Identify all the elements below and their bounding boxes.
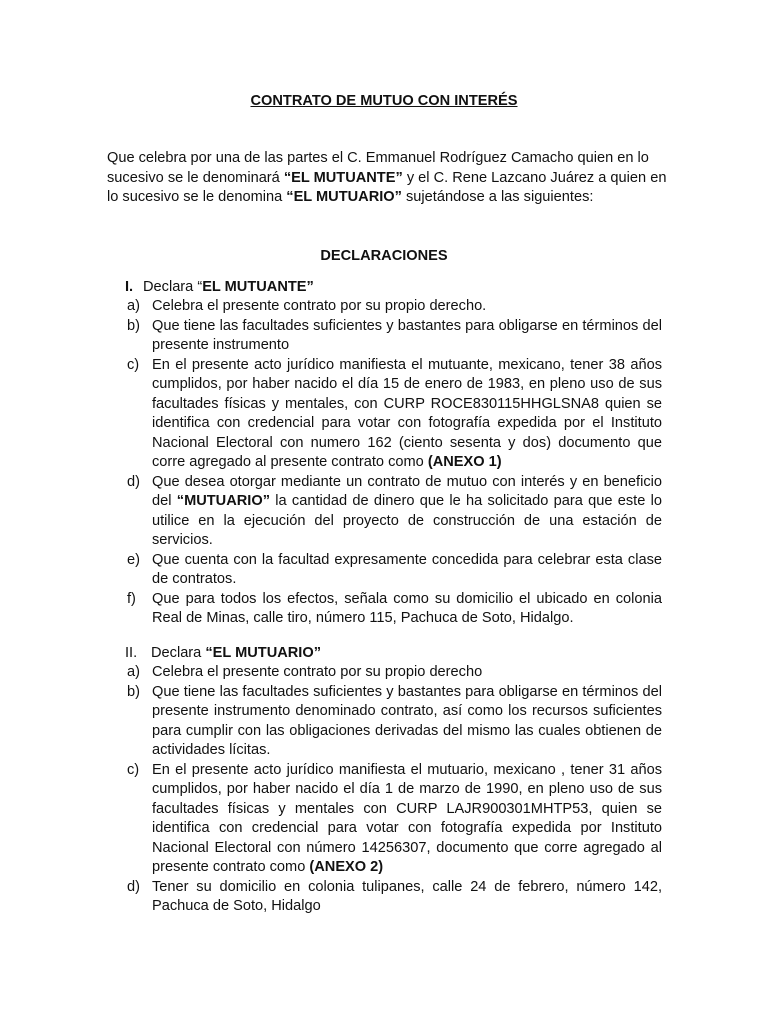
section-1-prefix: Declara “ bbox=[143, 279, 203, 295]
item-text-continued: la cantidad de dinero que le ha solicitado para que este lo utilice en la ejecución del proyecto de construcción de una estación de servicios. bbox=[152, 493, 662, 548]
item-letter: b) bbox=[127, 683, 140, 700]
section-1-list bbox=[125, 297, 662, 629]
list-item bbox=[125, 297, 662, 317]
list-item bbox=[125, 683, 662, 761]
section-2-heading bbox=[125, 644, 321, 664]
item-text: Que cuenta con la facultad expresamente concedida para celebrar esta clase de contratos. bbox=[152, 551, 662, 587]
item-text: Que desea otorgar mediante un contrato de mutuo con interés y en beneficio del bbox=[152, 473, 662, 509]
item-letter: c) bbox=[127, 356, 140, 373]
intro-paragraph bbox=[107, 149, 667, 208]
anexo-2-label: (ANEXO 2) bbox=[309, 859, 384, 875]
anexo-1-label: (ANEXO 1) bbox=[427, 454, 502, 470]
section-2-prefix: Declara bbox=[151, 645, 206, 661]
item-text: En el presente acto jurídico manifiesta el mutuante, mexicano, tener 38 años cumplidos, por haber nacido el día 15 de enero de 1983, en pleno uso de sus facultades físicas y mentales, con CURP ROCE830115HHGLSNA8 quien se identifica con credencial para votar con fotografía expedida por el Instituto Nacional Electoral con numero 162 (ciento sesenta y dos) documento que corre agregado al presente contrato como bbox=[152, 356, 662, 470]
item-text: Que tiene las facultades suficientes y bastantes para obligarse en términos del presente instrumento bbox=[152, 317, 662, 353]
section-1-number: I. bbox=[125, 279, 134, 295]
item-text: Que para todos los efectos, señala como su domicilio el ubicado en colonia Real de Minas, calle tiro, número 115, Pachuca de Soto, Hidalgo. bbox=[152, 590, 662, 626]
list-item bbox=[125, 878, 662, 917]
item-text: Celebra el presente contrato por su propio derecho bbox=[152, 664, 483, 680]
intro-text-2: y el C. Rene Lazcano Juárez a quien en lo sucesivo se le denomina bbox=[107, 169, 667, 205]
list-item bbox=[125, 551, 662, 590]
item-letter: d) bbox=[127, 878, 140, 895]
document-title: CONTRATO DE MUTUO CON INTERÉS bbox=[250, 93, 518, 109]
item-text: Que tiene las facultades suficientes y bastantes para obligarse en términos del presente instrumento denominado contrato, así como los recursos suficientes para cumplir con las obligaciones derivadas del mismo las cuales obtienen de actividades lícitas. bbox=[152, 683, 662, 758]
item-letter: f) bbox=[127, 590, 136, 607]
item-letter: a) bbox=[127, 664, 140, 680]
mutuario-name: “EL MUTUARIO” bbox=[286, 189, 402, 205]
item-text: Tener su domicilio en colonia tulipanes, calle 24 de febrero, número 142, Pachuca de Soto, Hidalgo bbox=[152, 878, 662, 914]
item-letter: e) bbox=[127, 551, 140, 568]
section-2-number: II. bbox=[125, 645, 138, 661]
intro-text-1: Que celebra por una de las partes el C. Emmanuel Rodríguez Camacho quien en lo sucesivo se le denominará bbox=[107, 150, 649, 186]
item-text: En el presente acto jurídico manifiesta el mutuario, mexicano , tener 31 años cumplidos, por haber nacido el día 1 de marzo de 1990, en pleno uso de sus facultades físicas y mentales con CURP LAJR900301MHTP53, quien se identifica con credencial para votar con fotografía expedida por Instituto Nacional Electoral con número 14256307, documento que corre agregado al presente contrato como bbox=[152, 761, 662, 875]
mutuario-ref: “MUTUARIO” bbox=[176, 493, 270, 509]
mutuante-name: “EL MUTUANTE” bbox=[283, 169, 403, 186]
list-item bbox=[125, 663, 662, 683]
section-2-list bbox=[125, 663, 662, 917]
list-item bbox=[125, 590, 662, 629]
item-text: Celebra el presente contrato por su propio derecho. bbox=[152, 298, 487, 314]
item-letter: d) bbox=[127, 473, 140, 490]
section-1-name: EL MUTUANTE” bbox=[202, 279, 314, 295]
intro-text-3: sujetándose a las siguientes: bbox=[401, 189, 594, 205]
item-letter: b) bbox=[127, 317, 140, 334]
list-item bbox=[125, 317, 662, 356]
section-1-heading bbox=[125, 278, 314, 298]
section-2-name: “EL MUTUARIO” bbox=[205, 645, 322, 661]
item-letter: a) bbox=[127, 298, 140, 314]
list-item bbox=[125, 473, 662, 551]
declaraciones-heading: DECLARACIONES bbox=[320, 248, 448, 264]
list-item bbox=[125, 356, 662, 473]
item-letter: c) bbox=[127, 761, 140, 778]
list-item bbox=[125, 761, 662, 878]
